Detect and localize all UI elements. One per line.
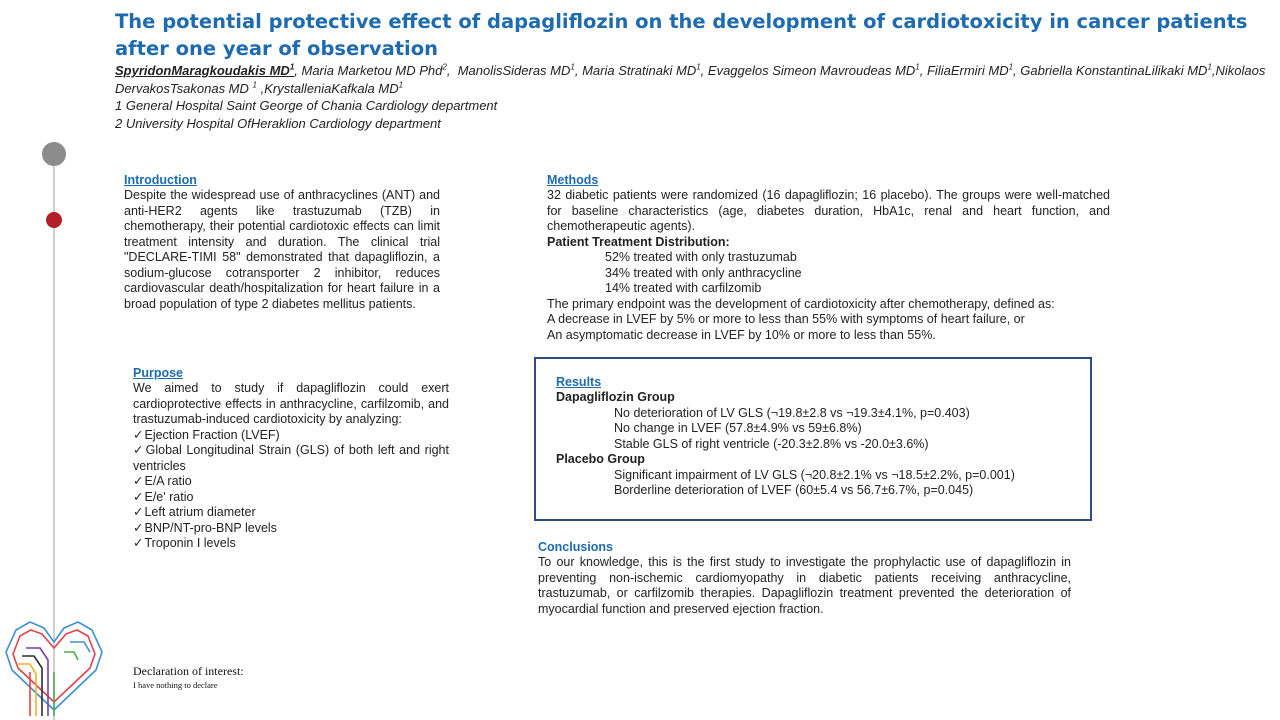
poster-title: The potential protective effect of dapagliflozin on the development of cardiotoxicity in cancer patients after one year of observation bbox=[115, 10, 1248, 60]
distribution-label: Patient Treatment Distribution: bbox=[547, 234, 730, 249]
timeline-dot-red bbox=[46, 212, 62, 228]
purpose-section bbox=[133, 365, 449, 552]
conclusions-text: To our knowledge, this is the first study to investigate the prophylactic use of dapagliflozin in preventing non-ischemic cardiomyopathy in diabetic patients receiving anthracycline, trastuzumab, or carfilzomib therapies. Dapagliflozin treatment prevented the deterioration of myocardial function and preserved ejection fraction. bbox=[538, 555, 1071, 616]
methods-text: 32 diabetic patients were randomized (16 dapagliflozin; 16 placebo). The groups were well-matched for baseline characteristics (age, diabetes duration, HbA1c, renal and heart function, and chemotherapeutic agents). bbox=[547, 188, 1110, 233]
purpose-item: ✓ Ejection Fraction (LVEF) bbox=[133, 428, 449, 444]
declaration-text: I have nothing to declare bbox=[133, 680, 218, 690]
heart-circuit-logo-icon bbox=[4, 612, 104, 718]
distribution-item: 14% treated with carfilzomib bbox=[605, 281, 762, 295]
results-item: Stable GLS of right ventricle (-20.3±2.8% vs -20.0±3.6%) bbox=[614, 436, 929, 451]
purpose-item: ✓ Troponin I levels bbox=[133, 536, 449, 552]
declaration-title: Declaration of interest: bbox=[133, 664, 244, 678]
purpose-item: ✓ E/A ratio bbox=[133, 474, 449, 490]
results-item: No change in LVEF (57.8±4.9% vs 59±6.8%) bbox=[614, 421, 862, 435]
author: Maria Marketou MD Phd$^2$ bbox=[301, 62, 447, 78]
introduction-text: Despite the widespread use of anthracyclines (ANT) and anti-HER2 agents like trastuzumab (TZB) in chemotherapy, their potential cardiotoxic effects can limit treatment intensity and duration. The clinical trial "DECLARE-TIMI 58" demonstrated that dapagliflozin, a sodium-glucose cotransporter 2 inhibitor, reduces cardiovascular death/hospitalization for heart failure in a broad population of type 2 diabetes mellitus patients. bbox=[124, 188, 440, 311]
purpose-item: ✓ Left atrium diameter bbox=[133, 505, 449, 521]
purpose-text: We aimed to study if dapagliflozin could exert cardioprotective effects in anthracycline, carfilzomib, and trastuzumab-induced cardiotoxicity by analyzing: bbox=[133, 381, 449, 426]
results-item: Significant impairment of LV GLS (¬20.8±2.1% vs ¬18.5±2.2%, p=0.001) bbox=[614, 467, 1015, 482]
affiliation-2: 2 University Hospital OfHeraklion Cardiology department bbox=[115, 116, 441, 131]
results-item: Borderline deterioration of LVEF (60±5.4 vs 56.7±6.7%, p=0.045) bbox=[614, 483, 974, 497]
introduction-heading: Introduction bbox=[124, 173, 197, 187]
conclusions-heading: Conclusions bbox=[538, 540, 614, 554]
purpose-item: ✓ BNP/NT-pro-BNP levels bbox=[133, 521, 449, 537]
author: Evaggelos Simeon Mavroudeas $MD^1$ bbox=[707, 62, 920, 78]
results-item: No deterioration of LV GLS (¬19.8±2.8 vs ¬19.3±4.1%, p=0.403) bbox=[614, 405, 970, 420]
endpoint-criterion: A decrease in LVEF by 5% or more to less than 55% with symptoms of heart failure, or bbox=[547, 312, 1025, 326]
author: FiliaErmiri $MD^1$ bbox=[926, 62, 1014, 78]
purpose-heading: Purpose bbox=[133, 366, 184, 380]
declaration-section bbox=[133, 664, 433, 691]
methods-heading: Methods bbox=[547, 173, 599, 187]
author-first: SpyridonMaragkoudakis $MD^1$ bbox=[115, 62, 295, 78]
distribution-item: 34% treated with only anthracycline bbox=[605, 265, 802, 280]
author: Maria Stratinaki $MD^1$ bbox=[582, 62, 701, 78]
introduction-section bbox=[124, 172, 440, 312]
methods-section bbox=[547, 172, 1110, 343]
endpoint-criterion: An asymptomatic decrease in LVEF by 10% or more to less than 55%. bbox=[547, 327, 936, 342]
results-group-label: Dapagliflozin Group bbox=[556, 390, 675, 404]
author: ManolisSideras $MD^1$ bbox=[457, 62, 575, 78]
author: KrystalleniaKafkala $MD^1$ bbox=[264, 80, 404, 96]
author-list: SpyridonMaragkoudakis $MD^1$, Maria Marketou MD Phd$^2$, ManolisSideras $MD^1$, Maria Stratinaki $MD^1$, Evaggelos Simeon Mavroudeas $MD^1$, FiliaErmiri $MD^1$, Gabriella KonstantinaLilikaki $MD^1,Nikolaos$ DervakosTsakonas MD $^1$ ,KrystalleniaKafkala $MD^1$ bbox=[115, 62, 1266, 96]
distribution-item: 52% treated with only trastuzumab bbox=[605, 250, 797, 264]
purpose-item: ✓ E/e' ratio bbox=[133, 490, 449, 506]
timeline-dot-grey bbox=[42, 142, 66, 166]
author: Gabriella KonstantinaLilikaki $MD^1$ bbox=[1020, 62, 1212, 78]
results-group-label: Placebo Group bbox=[556, 452, 645, 466]
results-heading: Results bbox=[556, 375, 602, 389]
affiliation-1: 1 General Hospital Saint George of Chania Cardiology department bbox=[115, 98, 498, 113]
results-section bbox=[556, 374, 1076, 499]
endpoint-text: The primary endpoint was the development of cardiotoxicity after chemotherapy, defined as: bbox=[547, 296, 1055, 311]
conclusions-section bbox=[538, 539, 1071, 617]
author: Nikolaos DervakosTsakonas MD $^1$ bbox=[115, 63, 1266, 96]
purpose-item: ✓ Global Longitudinal Strain (GLS) of both left and right ventricles bbox=[133, 443, 449, 474]
